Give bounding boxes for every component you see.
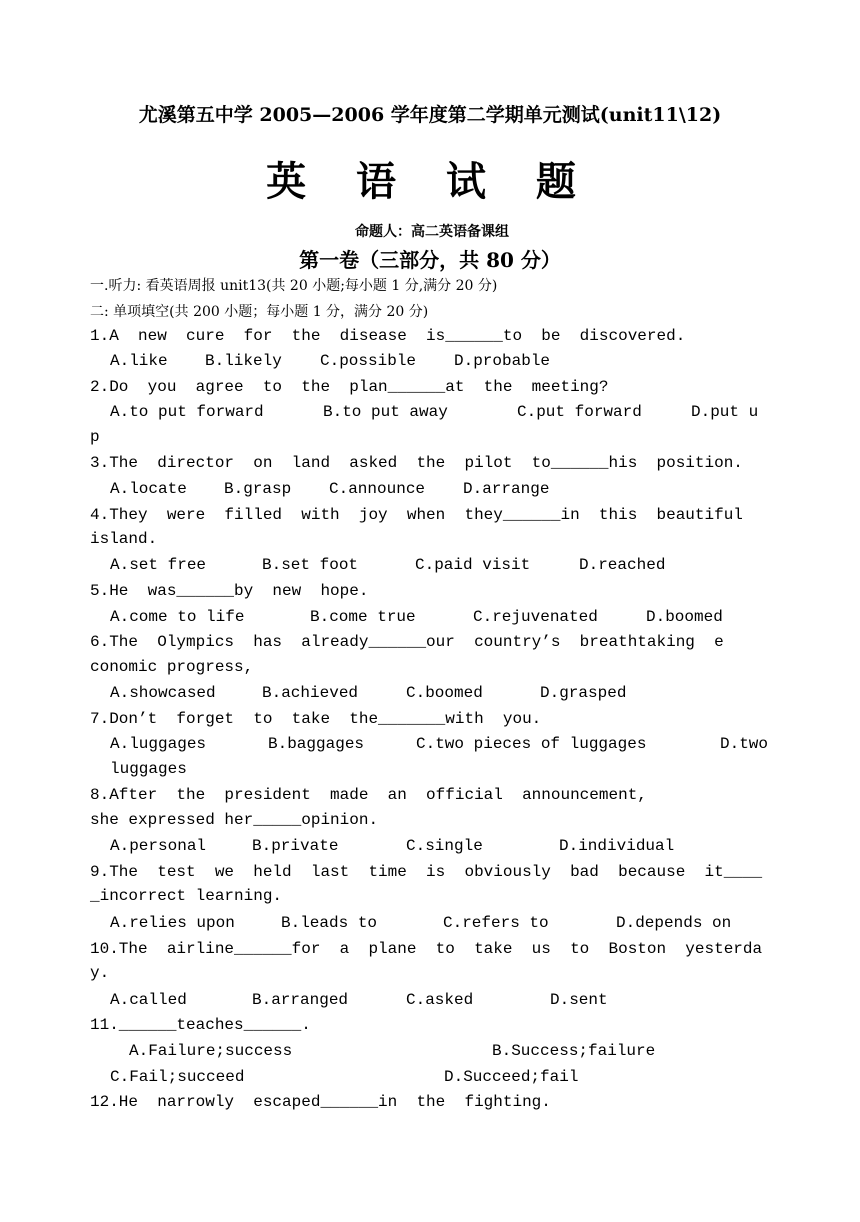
question-4-option-b: B.set foot: [262, 556, 359, 574]
question-6-stem: 6.The Olympics has already______our country’s breathtaking e: [90, 633, 724, 651]
question-2-option-a: A.to put forward: [110, 403, 264, 421]
section-listening: 一.听力: 看英语周报 unit13(共 20 小题;每小题 1 分,满分 20 分): [90, 278, 498, 294]
question-7-stem: 7.Don’t forget to take the_______with you.: [90, 710, 542, 728]
section-single-choice: 二: 单项填空(共 200 小题；每小题 1 分，满分 20 分): [90, 304, 429, 320]
question-4-option-c: C.paid visit: [415, 556, 531, 574]
question-5-stem: 5.He was______by new hope.: [90, 582, 369, 600]
question-3-option-b: B.grasp: [224, 480, 292, 498]
question-4-stem-wrap: island.: [90, 530, 158, 548]
question-8-option-c: C.single: [406, 837, 483, 855]
question-7-option-c: C.two pieces of luggages: [416, 735, 647, 753]
part-title: 第一卷（三部分，共 80 分）: [299, 248, 561, 272]
question-3-option-c: C.announce: [329, 480, 426, 498]
question-2-options-wrap: p: [90, 428, 100, 446]
question-9-option-c: C.refers to: [443, 914, 549, 932]
question-1-option-a: A.like: [110, 352, 168, 370]
question-2-option-d: D.put u: [691, 403, 759, 421]
question-9-option-b: B.leads to: [281, 914, 378, 932]
question-4-option-d: D.reached: [579, 556, 666, 574]
question-6-stem-wrap: conomic progress,: [90, 658, 254, 676]
question-10-option-b: B.arranged: [252, 991, 349, 1009]
subject-title: 英 语 试 题: [266, 159, 594, 205]
question-11-option-a: A.Failure;success: [129, 1042, 293, 1060]
question-3-option-d: D.arrange: [463, 480, 550, 498]
school-title: 尤溪第五中学 2005—2006 学年度第二学期单元测试(unit11\12): [138, 104, 722, 126]
question-8-option-b: B.private: [252, 837, 339, 855]
question-9-stem-wrap: _incorrect learning.: [90, 887, 283, 905]
question-11-option-b: B.Success;failure: [492, 1042, 656, 1060]
author-line: 命题人：高二英语备课组: [355, 224, 509, 240]
question-10-option-a: A.called: [110, 991, 187, 1009]
question-5-option-c: C.rejuvenated: [473, 608, 598, 626]
question-11-stem: 11.______teaches______.: [90, 1016, 311, 1034]
question-2-option-c: C.put forward: [517, 403, 642, 421]
question-5-option-b: B.come true: [310, 608, 416, 626]
question-1-option-d: D.probable: [454, 352, 551, 370]
question-7-option-b: B.baggages: [268, 735, 365, 753]
question-10-stem-wrap: y.: [90, 964, 110, 982]
question-1-option-c: C.possible: [320, 352, 417, 370]
question-8-stem-wrap: she expressed her_____opinion.: [90, 811, 379, 829]
question-10-option-d: D.sent: [550, 991, 608, 1009]
question-3-stem: 3.The director on land asked the pilot to______his position.: [90, 454, 743, 472]
question-11-option-c: C.Fail;succeed: [110, 1068, 245, 1086]
question-7-option-d: D.two: [720, 735, 769, 753]
question-9-option-d: D.depends on: [616, 914, 732, 932]
question-2-stem: 2.Do you agree to the plan______at the meeting?: [90, 378, 609, 396]
question-4-stem: 4.They were filled with joy when they______in this beautiful: [90, 506, 743, 524]
question-6-option-d: D.grasped: [540, 684, 627, 702]
question-5-option-d: D.boomed: [646, 608, 723, 626]
question-5-option-a: A.come to life: [110, 608, 245, 626]
question-6-option-b: B.achieved: [262, 684, 359, 702]
question-4-option-a: A.set free: [110, 556, 207, 574]
question-8-stem: 8.After the president made an official announcement,: [90, 786, 647, 804]
question-9-option-a: A.relies upon: [110, 914, 235, 932]
question-2-option-b: B.to put away: [323, 403, 448, 421]
question-3-option-a: A.locate: [110, 480, 187, 498]
question-10-stem: 10.The airline______for a plane to take us to Boston yesterda: [90, 940, 763, 958]
question-1-stem: 1.A new cure for the disease is______to be discovered.: [90, 327, 686, 345]
question-7-option-a: A.luggages: [110, 735, 207, 753]
question-8-option-a: A.personal: [110, 837, 207, 855]
question-10-option-c: C.asked: [406, 991, 474, 1009]
question-6-option-c: C.boomed: [406, 684, 483, 702]
question-1-option-b: B.likely: [205, 352, 282, 370]
question-12-stem: 12.He narrowly escaped______in the fighting.: [90, 1093, 551, 1111]
question-6-option-a: A.showcased: [110, 684, 216, 702]
question-8-option-d: D.individual: [559, 837, 675, 855]
question-9-stem: 9.The test we held last time is obviously bad because it____: [90, 863, 763, 881]
question-11-option-d: D.Succeed;fail: [444, 1068, 579, 1086]
question-7-options-wrap: luggages: [110, 760, 187, 778]
